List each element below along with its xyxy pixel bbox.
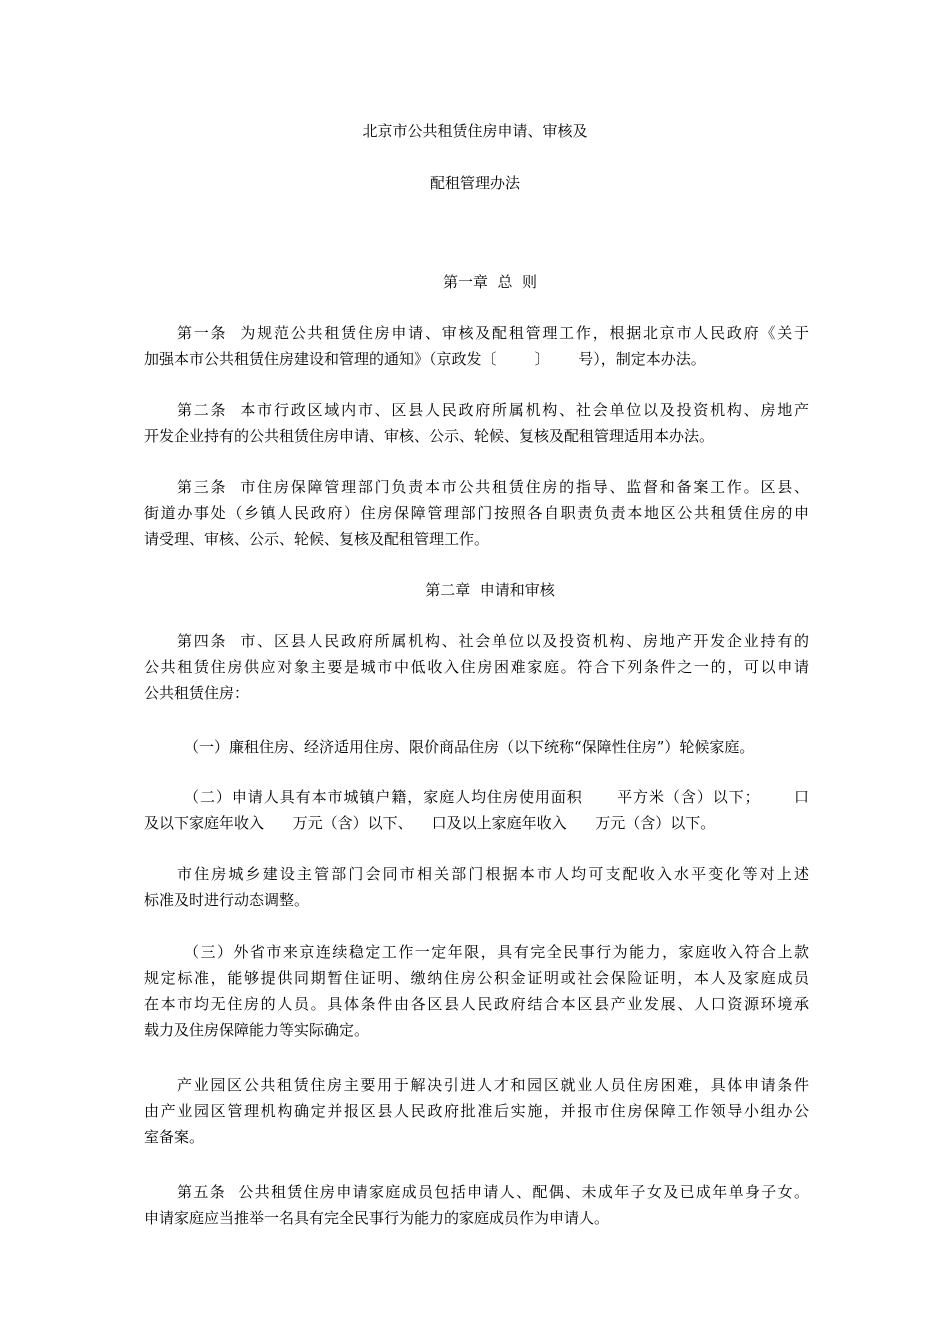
paragraph-adjustment — [144, 861, 809, 913]
article-5-line: 第五条 公共租赁住房申请家庭成员包括申请人、配偶、未成年子女及已成年单身子女。 — [177, 1183, 809, 1201]
item-2-line: （二）申请人具有本市城镇户籍，家庭人均住房使用面积 平方米（含）以下； 口 — [184, 788, 809, 806]
article-5-line: 申请家庭应当推举一名具有完全民事行为能力的家庭成员作为申请人。 — [144, 1209, 610, 1227]
paragraph-industrial-park-line: 由产业园区管理机构确定并报区县人民政府批准后实施，并报市住房保障工作领导小组办公 — [144, 1102, 809, 1120]
paragraph-industrial-park — [144, 1072, 809, 1150]
article-3-line: 请受理、审核、公示、轮候、复核及配租管理工作。 — [144, 530, 490, 548]
item-3-line: （三）外省市来京连续稳定工作一定年限，具有完全民事行为能力，家庭收入符合上款 — [184, 943, 809, 961]
article-1 — [144, 320, 809, 372]
article-4 — [144, 628, 809, 706]
article-2 — [144, 397, 809, 449]
item-3-line: 载力及住房保障能力等实际确定。 — [144, 1021, 370, 1039]
article-5 — [144, 1179, 809, 1231]
article-4-line: 公共租赁住房： — [144, 684, 250, 702]
article-1-line: 第一条 为规范公共租赁住房申请、审核及配租管理工作，根据北京市人民政府《关于 — [177, 324, 809, 342]
chapter-2-heading: 第二章 申请和审核 — [425, 581, 555, 599]
item-3 — [144, 939, 809, 1043]
article-3 — [144, 474, 809, 552]
document-title-line-1: 北京市公共租赁住房申请、审核及 — [362, 122, 588, 140]
item-3-line: 在本市均无住房的人员。具体条件由各区县人民政府结合本区县产业发展、人口资源环境承 — [144, 995, 809, 1013]
article-2-line: 开发企业持有的公共租赁住房申请、审核、公示、轮候、复核及配租管理适用本办法。 — [144, 427, 715, 445]
item-2-line: 及以下家庭年收入 万元（含）以下、 口及以上家庭年收入 万元（含）以下。 — [144, 814, 716, 832]
item-1-line: （一）廉租住房、经济适用住房、限价商品住房（以下统称“保障性住房”）轮候家庭。 — [184, 738, 755, 756]
article-2-line: 第二条 本市行政区域内市、区县人民政府所属机构、社会单位以及投资机构、房地产 — [177, 401, 809, 419]
document-title-line-2: 配租管理办法 — [429, 174, 520, 192]
article-4-line: 第四条 市、区县人民政府所属机构、社会单位以及投资机构、房地产开发企业持有的 — [177, 632, 809, 650]
item-2 — [144, 784, 809, 836]
article-3-line: 第三条 市住房保障管理部门负责本市公共租赁住房的指导、监督和备案工作。区县、 — [177, 478, 809, 496]
article-1-line: 加强本市公共租赁住房建设和管理的通知》（京政发〔 〕 号），制定本办法。 — [144, 350, 706, 368]
paragraph-adjustment-line: 市住房城乡建设主管部门会同市相关部门根据本市人均可支配收入水平变化等对上述 — [177, 865, 809, 883]
paragraph-industrial-park-line: 产业园区公共租赁住房主要用于解决引进人才和园区就业人员住房困难，具体申请条件 — [177, 1076, 809, 1094]
item-1 — [144, 734, 809, 760]
article-4-line: 公共租赁住房供应对象主要是城市中低收入住房困难家庭。符合下列条件之一的，可以申请 — [144, 658, 809, 676]
article-3-line: 街道办事处（乡镇人民政府）住房保障管理部门按照各自职责负责本地区公共租赁住房的申 — [144, 504, 809, 522]
paragraph-industrial-park-line: 室备案。 — [144, 1128, 205, 1146]
item-3-line: 规定标准，能够提供同期暂住证明、缴纳住房公积金证明或社会保险证明，本人及家庭成员 — [144, 969, 809, 987]
paragraph-adjustment-line: 标准及时进行动态调整。 — [144, 891, 310, 909]
chapter-1-heading: 第一章 总 则 — [442, 273, 538, 291]
